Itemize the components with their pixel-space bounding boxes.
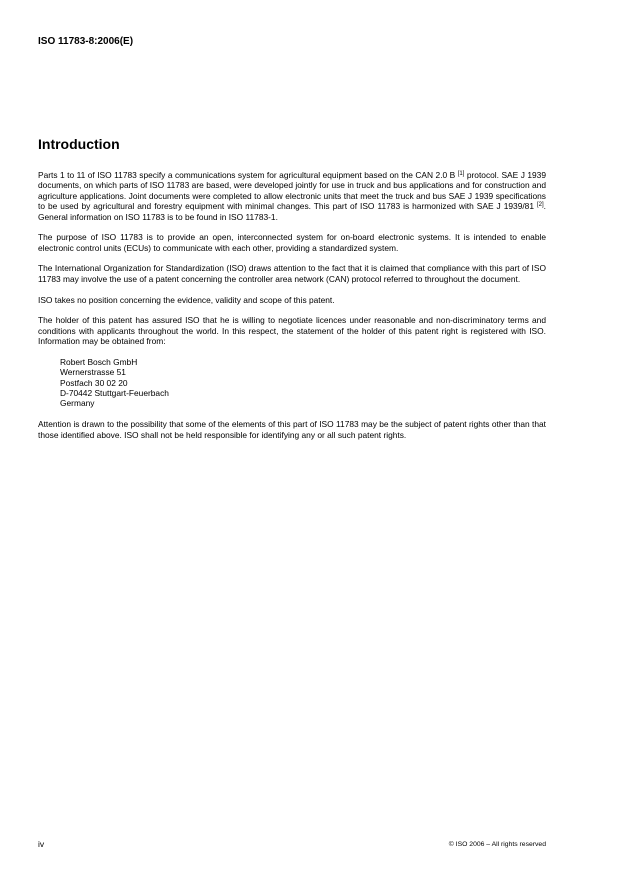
paragraph-2: The purpose of ISO 11783 is to provide an open, interconnected system for on-board electronic systems. It is intended to enable electronic control units (ECUs) to communicate with each other, providing a standardized system. <box>38 232 546 253</box>
paragraph-3: The International Organization for Standardization (ISO) draws attention to the fact that it is claimed that compliance with this part of ISO 11783 may involve the use of a patent concerning the controller area network (CAN) protocol referred to throughout the document. <box>38 263 546 284</box>
paragraph-1-part-b: protocol. SAE J 1939 documents, on which parts of ISO 11783 are based, were developed jointly for use in truck and bus applications and for construction and agriculture applications. Joint documents were completed to allow electronic units that meet the truck and bus SAE J 1939 specifications to be used by agricultural and forestry equipment with minimal changes. This part of ISO 11783 is harmonized with SAE J 1939/81 <box>38 170 546 212</box>
reference-2: [2] <box>537 202 544 209</box>
reference-1: [1] <box>457 171 465 177</box>
paragraph-1-part-c: . General information on ISO 11783 is to be found in ISO 11783-1. <box>38 201 546 222</box>
address-line: Postfach 30 02 20 <box>60 377 128 388</box>
paragraph-1-part-a: Parts 1 to 11 of ISO 11783 specify a communications system for agricultural equipment based on the CAN 2.0 B <box>38 170 458 180</box>
address-block <box>38 357 546 409</box>
address-line: Robert Bosch GmbH <box>60 356 138 367</box>
paragraph-5: The holder of this patent has assured ISO that he is willing to negotiate licences under reasonable and non-discriminatory terms and conditions with applicants throughout the world. In this respect, the statement of the holder of this patent right is registered with ISO. Information may be obtained from: <box>38 315 546 347</box>
paragraph-1 <box>38 170 546 222</box>
document-id: ISO 11783-8:2006(E) <box>38 36 134 47</box>
paragraph-4: ISO takes no position concerning the evidence, validity and scope of this patent. <box>38 294 335 305</box>
body-text <box>38 170 546 450</box>
address-line: D-70442 Stuttgart-Feuerbach <box>60 387 169 398</box>
copyright-notice: © ISO 2006 – All rights reserved <box>448 841 546 848</box>
section-title: Introduction <box>38 136 120 152</box>
address-line: Germany <box>60 398 95 409</box>
address-line: Wernerstrasse 51 <box>60 367 126 378</box>
paragraph-6: Attention is drawn to the possibility that some of the elements of this part of ISO 11783 may be the subject of patent rights other than that those identified above. ISO shall not be held responsible for identifying any or all such patent rights. <box>38 419 546 440</box>
page-number: iv <box>38 839 45 849</box>
